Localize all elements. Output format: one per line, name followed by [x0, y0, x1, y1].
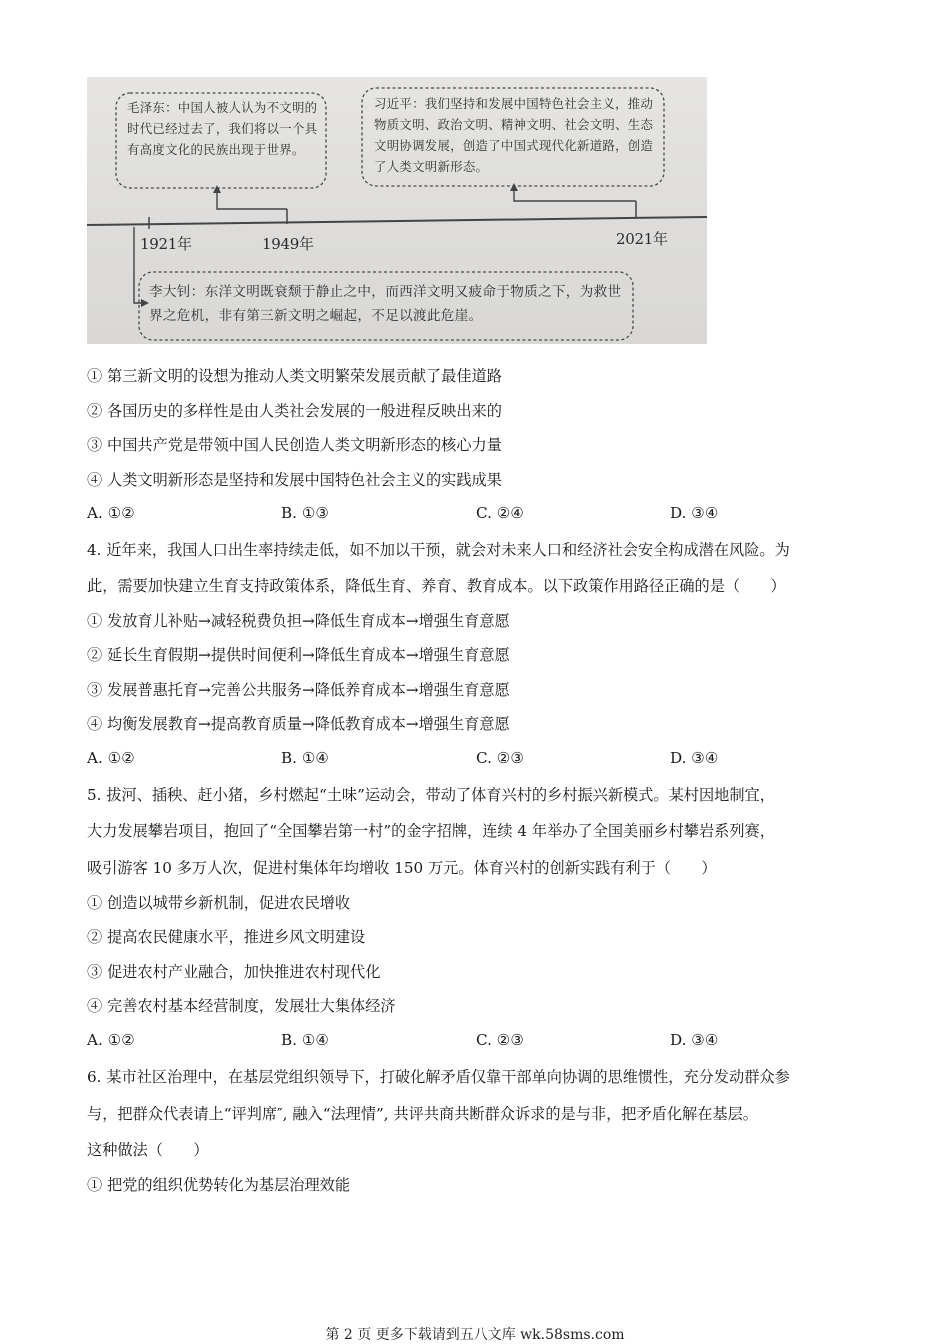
q4-statement-3: ③ 发展普惠托育→完善公共服务→降低养育成本→增强生育意愿: [87, 681, 510, 699]
q3-option-d[interactable]: D. ③④: [670, 504, 719, 522]
q5-stem-line-2: 大力发展攀岩项目，抱回了“全国攀岩第一村”的金字招牌，连续 4 年举办了全国美丽乡村攀岩系列赛，: [87, 822, 775, 840]
li-quote: 李大钊：东洋文明既衰颓于静止之中，而西洋文明又疲命于物质之下，为救世界之危机，非有第三新文明之崛起，不足以渡此危崖。: [149, 284, 622, 324]
q5-option-d[interactable]: D. ③④: [670, 1031, 719, 1049]
q5-statement-1: ① 创造以城带乡新机制，促进农民增收: [87, 894, 351, 912]
q4-statement-1: ① 发放育儿补贴→减轻税费负担→降低生育成本→增强生育意愿: [87, 612, 510, 630]
q4-stem-line-2: 此，需要加快建立生育支持政策体系，降低生育、养育、教育成本。以下政策作用路径正确的是（ ）: [87, 577, 786, 595]
q4-stem-line-1: 4. 近年来，我国人口出生率持续走低，如不加以干预，就会对未来人口和经济社会安全构成潜在风险。为: [87, 541, 790, 559]
q5-statement-2: ② 提高农民健康水平，推进乡风文明建设: [87, 928, 366, 946]
q3-option-a[interactable]: A. ①②: [87, 504, 135, 522]
q5-option-c[interactable]: C. ②③: [476, 1031, 524, 1049]
q4-option-c[interactable]: C. ②③: [476, 749, 524, 767]
q4-option-b[interactable]: B. ①④: [281, 749, 330, 767]
q3-statement-3: ③ 中国共产党是带领中国人民创造人类文明新形态的核心力量: [87, 436, 502, 454]
q6-stem-line-3: 这种做法（ ）: [87, 1141, 209, 1159]
year-2021-label: 2021年: [616, 230, 668, 248]
mao-quote: 毛泽东：中国人被人认为不文明的时代已经过去了，我们将以一个具有高度文化的民族出现于世界。: [127, 100, 318, 157]
q5-options: [87, 1031, 867, 1051]
year-1921-label: 1921年: [140, 235, 192, 253]
q4-statement-4: ④ 均衡发展教育→提高教育质量→降低教育成本→增强生育意愿: [87, 715, 510, 733]
timeline-photo: [87, 77, 707, 344]
q5-statement-3: ③ 促进农村产业融合，加快推进农村现代化: [87, 963, 381, 981]
q6-statement-1: ① 把党的组织优势转化为基层治理效能: [87, 1176, 351, 1194]
q3-statement-1: ① 第三新文明的设想为推动人类文明繁荣发展贡献了最佳道路: [87, 367, 502, 385]
q4-option-d[interactable]: D. ③④: [670, 749, 719, 767]
q5-stem-line-3: 吸引游客 10 多万人次，促进村集体年均增收 150 万元。体育兴村的创新实践有利于（ ）: [87, 859, 717, 877]
q3-statement-2: ② 各国历史的多样性是由人类社会发展的一般进程反映出来的: [87, 402, 502, 420]
q3-option-b[interactable]: B. ①③: [281, 504, 330, 522]
q5-statement-4: ④ 完善农村基本经营制度，发展壮大集体经济: [87, 997, 396, 1015]
q4-statement-2: ② 延长生育假期→提供时间便利→降低生育成本→增强生育意愿: [87, 646, 510, 664]
page-footer: 第 2 页 更多下载请到五八文库 wk.58sms.com: [325, 1327, 625, 1343]
q4-options: [87, 749, 867, 769]
q5-option-b[interactable]: B. ①④: [281, 1031, 330, 1049]
q6-stem-line-2: 与，把群众代表请上“评判席″, 融入“法理情”, 共评共商共断群众诉求的是与非，把矛盾化解在基层。: [87, 1105, 758, 1123]
q3-option-c[interactable]: C. ②④: [476, 504, 524, 522]
q6-stem-line-1: 6. 某市社区治理中，在基层党组织领导下，打破化解矛盾仅靠干部单向协调的思维惯性，充分发动群众参: [87, 1068, 790, 1086]
q3-options: [87, 504, 867, 524]
xi-quote: 习近平：我们坚持和发展中国特色社会主义，推动物质文明、政治文明、精神文明、社会文明、生态文明协调发展，创造了中国式现代化新道路，创造了人类文明新形态。: [374, 96, 654, 174]
q5-stem-line-1: 5. 拔河、插秧、赶小猪，乡村燃起“土味”运动会，带动了体育兴村的乡村振兴新模式。某村因地制宜，: [87, 786, 775, 804]
year-1949-label: 1949年: [262, 235, 314, 253]
q4-option-a[interactable]: A. ①②: [87, 749, 135, 767]
q3-statement-4: ④ 人类文明新形态是坚持和发展中国特色社会主义的实践成果: [87, 471, 502, 489]
q5-option-a[interactable]: A. ①②: [87, 1031, 135, 1049]
